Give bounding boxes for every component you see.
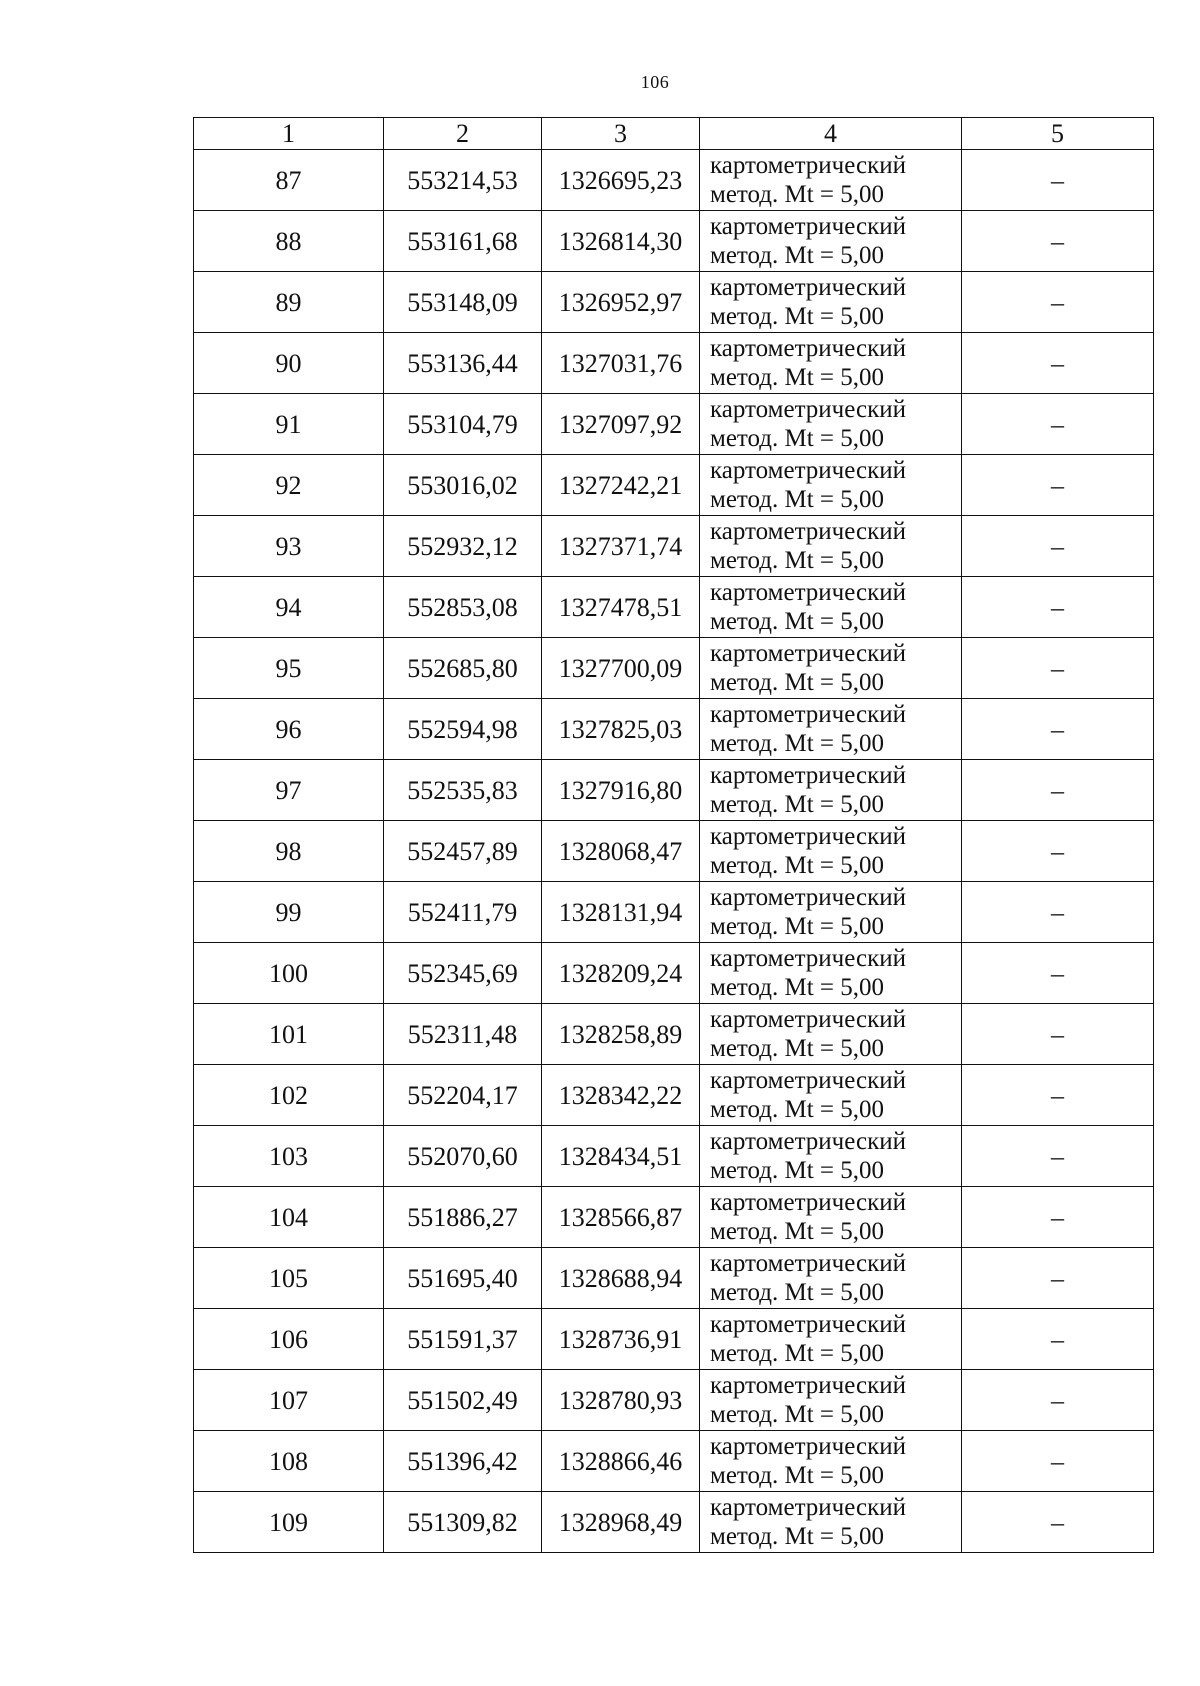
method-cell [700,1309,962,1370]
note-cell: – [962,882,1154,943]
method-cell [700,333,962,394]
method-accuracy: метод. Mt = 5,00 [710,181,885,208]
table-row [194,577,1154,638]
table-row [194,1492,1154,1553]
note-cell: – [962,1309,1154,1370]
note-cell: – [962,1370,1154,1431]
method-accuracy: метод. Mt = 5,00 [710,1462,885,1489]
method-accuracy: метод. Mt = 5,00 [710,1157,885,1184]
method-cell [700,1492,962,1553]
x-coordinate-cell: 553148,09 [384,272,542,333]
x-coordinate-cell: 552685,80 [384,638,542,699]
y-coordinate-cell: 1326952,97 [542,272,700,333]
method-name: картометрический [710,274,906,301]
note-cell: – [962,1431,1154,1492]
y-coordinate-cell: 1328258,89 [542,1004,700,1065]
table-row [194,882,1154,943]
note-cell: – [962,1065,1154,1126]
column-header-3: 3 [542,118,700,150]
method-accuracy: метод. Mt = 5,00 [710,1035,885,1062]
y-coordinate-cell: 1327242,21 [542,455,700,516]
y-coordinate-cell: 1327097,92 [542,394,700,455]
note-cell: – [962,1248,1154,1309]
method-accuracy: метод. Mt = 5,00 [710,913,885,940]
method-cell [700,760,962,821]
method-name: картометрический [710,457,906,484]
table-row [194,760,1154,821]
table-row [194,699,1154,760]
method-name: картометрический [710,213,906,240]
method-name: картометрический [710,701,906,728]
method-accuracy: метод. Mt = 5,00 [710,974,885,1001]
note-cell: – [962,1187,1154,1248]
x-coordinate-cell: 552932,12 [384,516,542,577]
x-coordinate-cell: 551886,27 [384,1187,542,1248]
table-row [194,943,1154,1004]
method-accuracy: метод. Mt = 5,00 [710,486,885,513]
method-name: картометрический [710,1006,906,1033]
x-coordinate-cell: 553214,53 [384,150,542,211]
y-coordinate-cell: 1328342,22 [542,1065,700,1126]
method-cell [700,150,962,211]
table-row [194,1309,1154,1370]
method-name: картометрический [710,762,906,789]
method-cell [700,882,962,943]
method-name: картометрический [710,1067,906,1094]
table-row [194,1126,1154,1187]
method-name: картометрический [710,1128,906,1155]
method-accuracy: метод. Mt = 5,00 [710,1218,885,1245]
x-coordinate-cell: 552594,98 [384,699,542,760]
x-coordinate-cell: 551396,42 [384,1431,542,1492]
note-cell: – [962,1126,1154,1187]
x-coordinate-cell: 551309,82 [384,1492,542,1553]
point-number-cell: 87 [194,150,384,211]
table-row [194,1370,1154,1431]
method-accuracy: метод. Mt = 5,00 [710,608,885,635]
y-coordinate-cell: 1327825,03 [542,699,700,760]
method-name: картометрический [710,1311,906,1338]
column-header-5: 5 [962,118,1154,150]
y-coordinate-cell: 1328434,51 [542,1126,700,1187]
table-row [194,455,1154,516]
table-row [194,1431,1154,1492]
method-cell [700,577,962,638]
point-number-cell: 97 [194,760,384,821]
method-cell [700,455,962,516]
table-row [194,394,1154,455]
x-coordinate-cell: 552457,89 [384,821,542,882]
x-coordinate-cell: 552853,08 [384,577,542,638]
y-coordinate-cell: 1327916,80 [542,760,700,821]
method-accuracy: метод. Mt = 5,00 [710,1340,885,1367]
table-body [194,150,1154,1553]
y-coordinate-cell: 1328131,94 [542,882,700,943]
table-row [194,272,1154,333]
y-coordinate-cell: 1328968,49 [542,1492,700,1553]
x-coordinate-cell: 553016,02 [384,455,542,516]
method-cell [700,272,962,333]
table-row [194,1004,1154,1065]
page-number: 106 [640,72,670,92]
y-coordinate-cell: 1328866,46 [542,1431,700,1492]
point-number-cell: 94 [194,577,384,638]
method-name: картометрический [710,823,906,850]
method-name: картометрический [710,396,906,423]
method-name: картометрический [710,1494,906,1521]
method-cell [700,821,962,882]
y-coordinate-cell: 1328566,87 [542,1187,700,1248]
point-number-cell: 98 [194,821,384,882]
method-cell [700,1248,962,1309]
note-cell: – [962,943,1154,1004]
note-cell: – [962,150,1154,211]
method-accuracy: метод. Mt = 5,00 [710,852,885,879]
table-row [194,1065,1154,1126]
method-cell [700,211,962,272]
method-accuracy: метод. Mt = 5,00 [710,303,885,330]
point-number-cell: 102 [194,1065,384,1126]
table-row [194,1187,1154,1248]
method-cell [700,516,962,577]
method-cell [700,1004,962,1065]
point-number-cell: 92 [194,455,384,516]
coordinates-table [193,117,1154,1553]
method-accuracy: метод. Mt = 5,00 [710,1279,885,1306]
point-number-cell: 93 [194,516,384,577]
method-cell [700,1065,962,1126]
x-coordinate-cell: 551695,40 [384,1248,542,1309]
note-cell: – [962,699,1154,760]
point-number-cell: 108 [194,1431,384,1492]
method-accuracy: метод. Mt = 5,00 [710,791,885,818]
method-name: картометрический [710,1189,906,1216]
table-row [194,333,1154,394]
method-name: картометрический [710,518,906,545]
x-coordinate-cell: 553161,68 [384,211,542,272]
table-row [194,638,1154,699]
x-coordinate-cell: 552204,17 [384,1065,542,1126]
table-row [194,821,1154,882]
method-cell [700,1126,962,1187]
point-number-cell: 106 [194,1309,384,1370]
note-cell: – [962,821,1154,882]
method-accuracy: метод. Mt = 5,00 [710,547,885,574]
note-cell: – [962,394,1154,455]
table-row [194,516,1154,577]
y-coordinate-cell: 1328780,93 [542,1370,700,1431]
point-number-cell: 90 [194,333,384,394]
y-coordinate-cell: 1327031,76 [542,333,700,394]
y-coordinate-cell: 1327478,51 [542,577,700,638]
method-name: картометрический [710,152,906,179]
note-cell: – [962,333,1154,394]
point-number-cell: 95 [194,638,384,699]
y-coordinate-cell: 1327700,09 [542,638,700,699]
point-number-cell: 103 [194,1126,384,1187]
x-coordinate-cell: 551502,49 [384,1370,542,1431]
table-row [194,1248,1154,1309]
note-cell: – [962,272,1154,333]
column-header-4: 4 [700,118,962,150]
method-cell [700,1370,962,1431]
point-number-cell: 101 [194,1004,384,1065]
method-accuracy: метод. Mt = 5,00 [710,730,885,757]
method-cell [700,699,962,760]
y-coordinate-cell: 1328068,47 [542,821,700,882]
header-row [194,118,1154,150]
method-accuracy: метод. Mt = 5,00 [710,1401,885,1428]
table-row [194,150,1154,211]
x-coordinate-cell: 552535,83 [384,760,542,821]
column-header-1: 1 [194,118,384,150]
point-number-cell: 105 [194,1248,384,1309]
x-coordinate-cell: 552345,69 [384,943,542,1004]
note-cell: – [962,638,1154,699]
note-cell: – [962,455,1154,516]
method-cell [700,1431,962,1492]
method-name: картометрический [710,884,906,911]
note-cell: – [962,516,1154,577]
note-cell: – [962,760,1154,821]
point-number-cell: 104 [194,1187,384,1248]
y-coordinate-cell: 1328736,91 [542,1309,700,1370]
point-number-cell: 109 [194,1492,384,1553]
point-number-cell: 96 [194,699,384,760]
method-name: картометрический [710,579,906,606]
table-row [194,211,1154,272]
x-coordinate-cell: 553104,79 [384,394,542,455]
method-accuracy: метод. Mt = 5,00 [710,425,885,452]
column-header-2: 2 [384,118,542,150]
point-number-cell: 88 [194,211,384,272]
y-coordinate-cell: 1328688,94 [542,1248,700,1309]
method-accuracy: метод. Mt = 5,00 [710,364,885,391]
method-name: картометрический [710,945,906,972]
method-cell [700,1187,962,1248]
point-number-cell: 100 [194,943,384,1004]
point-number-cell: 89 [194,272,384,333]
y-coordinate-cell: 1327371,74 [542,516,700,577]
method-name: картометрический [710,640,906,667]
point-number-cell: 99 [194,882,384,943]
method-name: картометрический [710,1372,906,1399]
x-coordinate-cell: 553136,44 [384,333,542,394]
method-accuracy: метод. Mt = 5,00 [710,669,885,696]
x-coordinate-cell: 552411,79 [384,882,542,943]
method-cell [700,394,962,455]
point-number-cell: 107 [194,1370,384,1431]
method-name: картометрический [710,1433,906,1460]
method-name: картометрический [710,335,906,362]
method-cell [700,943,962,1004]
y-coordinate-cell: 1328209,24 [542,943,700,1004]
note-cell: – [962,211,1154,272]
note-cell: – [962,1004,1154,1065]
note-cell: – [962,1492,1154,1553]
x-coordinate-cell: 551591,37 [384,1309,542,1370]
y-coordinate-cell: 1326814,30 [542,211,700,272]
method-name: картометрический [710,1250,906,1277]
method-accuracy: метод. Mt = 5,00 [710,1523,885,1550]
method-accuracy: метод. Mt = 5,00 [710,1096,885,1123]
point-number-cell: 91 [194,394,384,455]
x-coordinate-cell: 552311,48 [384,1004,542,1065]
method-cell [700,638,962,699]
x-coordinate-cell: 552070,60 [384,1126,542,1187]
method-accuracy: метод. Mt = 5,00 [710,242,885,269]
table-header [194,118,1154,150]
y-coordinate-cell: 1326695,23 [542,150,700,211]
note-cell: – [962,577,1154,638]
